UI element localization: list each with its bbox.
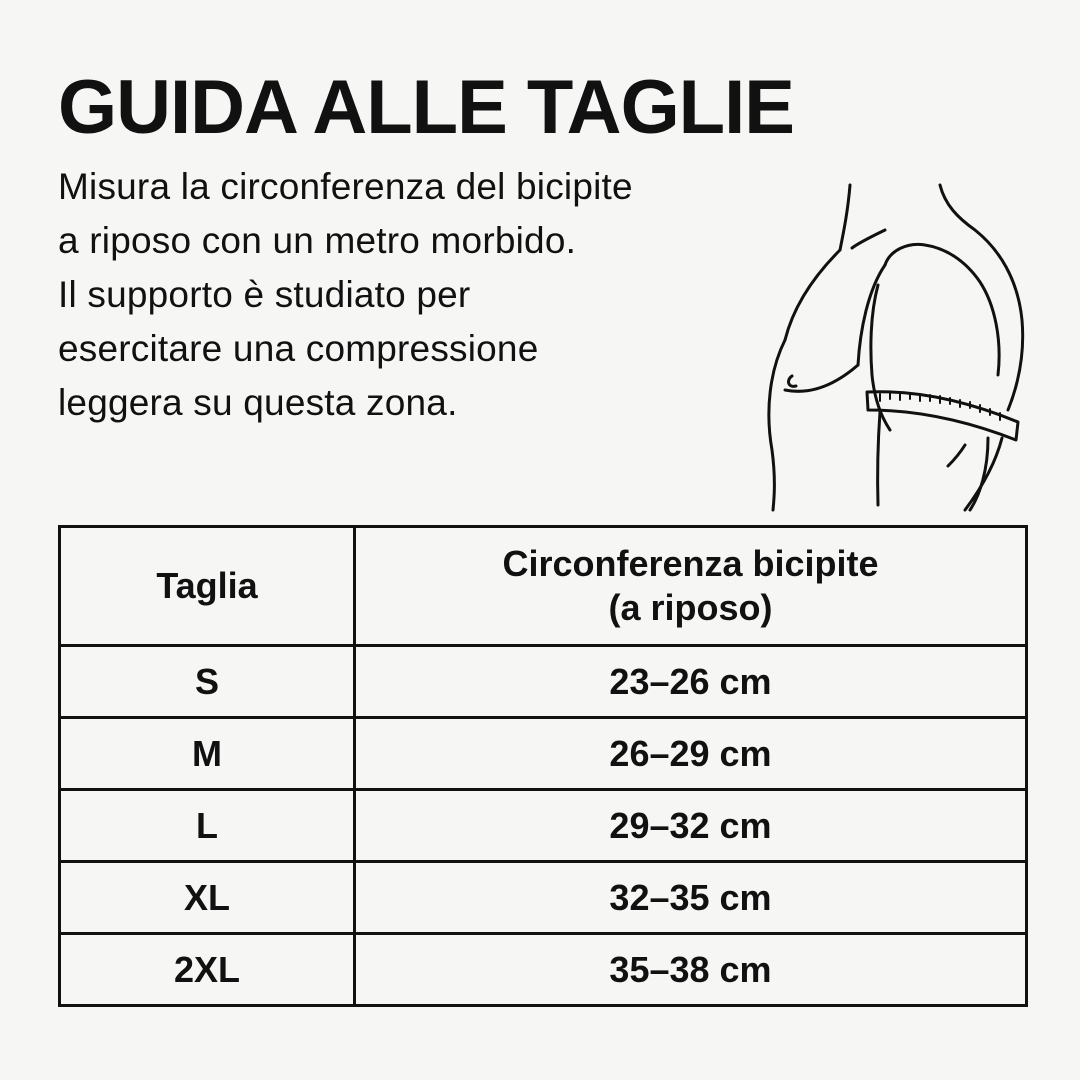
instruction-line: a riposo con un metro morbido. — [58, 220, 577, 261]
table-row — [60, 646, 1027, 718]
size-table — [58, 525, 1028, 1007]
size-cell: S — [60, 646, 355, 718]
header-circumference-line2: (a riposo) — [608, 587, 773, 628]
size-cell: 2XL — [60, 934, 355, 1006]
size-cell: L — [60, 790, 355, 862]
header-circumference — [355, 527, 1027, 646]
page-title: GUIDA ALLE TAGLIE — [58, 65, 794, 150]
arm-measuring-tape-icon — [740, 170, 1040, 515]
table-row — [60, 862, 1027, 934]
table-row — [60, 718, 1027, 790]
instruction-line: leggera su questa zona. — [58, 382, 458, 423]
size-cell: M — [60, 718, 355, 790]
table-row — [60, 934, 1027, 1006]
instruction-line: Il supporto è studiato per — [58, 274, 471, 315]
measurement-instructions — [58, 160, 778, 430]
header-circumference-line1: Circonferenza bicipite — [502, 543, 879, 584]
circumference-cell: 23–26 cm — [355, 646, 1027, 718]
instruction-line: Misura la circonferenza del bicipite — [58, 166, 633, 207]
instruction-line: esercitare una compressione — [58, 328, 539, 369]
circumference-cell: 29–32 cm — [355, 790, 1027, 862]
circumference-cell: 26–29 cm — [355, 718, 1027, 790]
header-size: Taglia — [60, 527, 355, 646]
size-cell: XL — [60, 862, 355, 934]
circumference-cell: 35–38 cm — [355, 934, 1027, 1006]
table-header-row — [60, 527, 1027, 646]
circumference-cell: 32–35 cm — [355, 862, 1027, 934]
table-row — [60, 790, 1027, 862]
